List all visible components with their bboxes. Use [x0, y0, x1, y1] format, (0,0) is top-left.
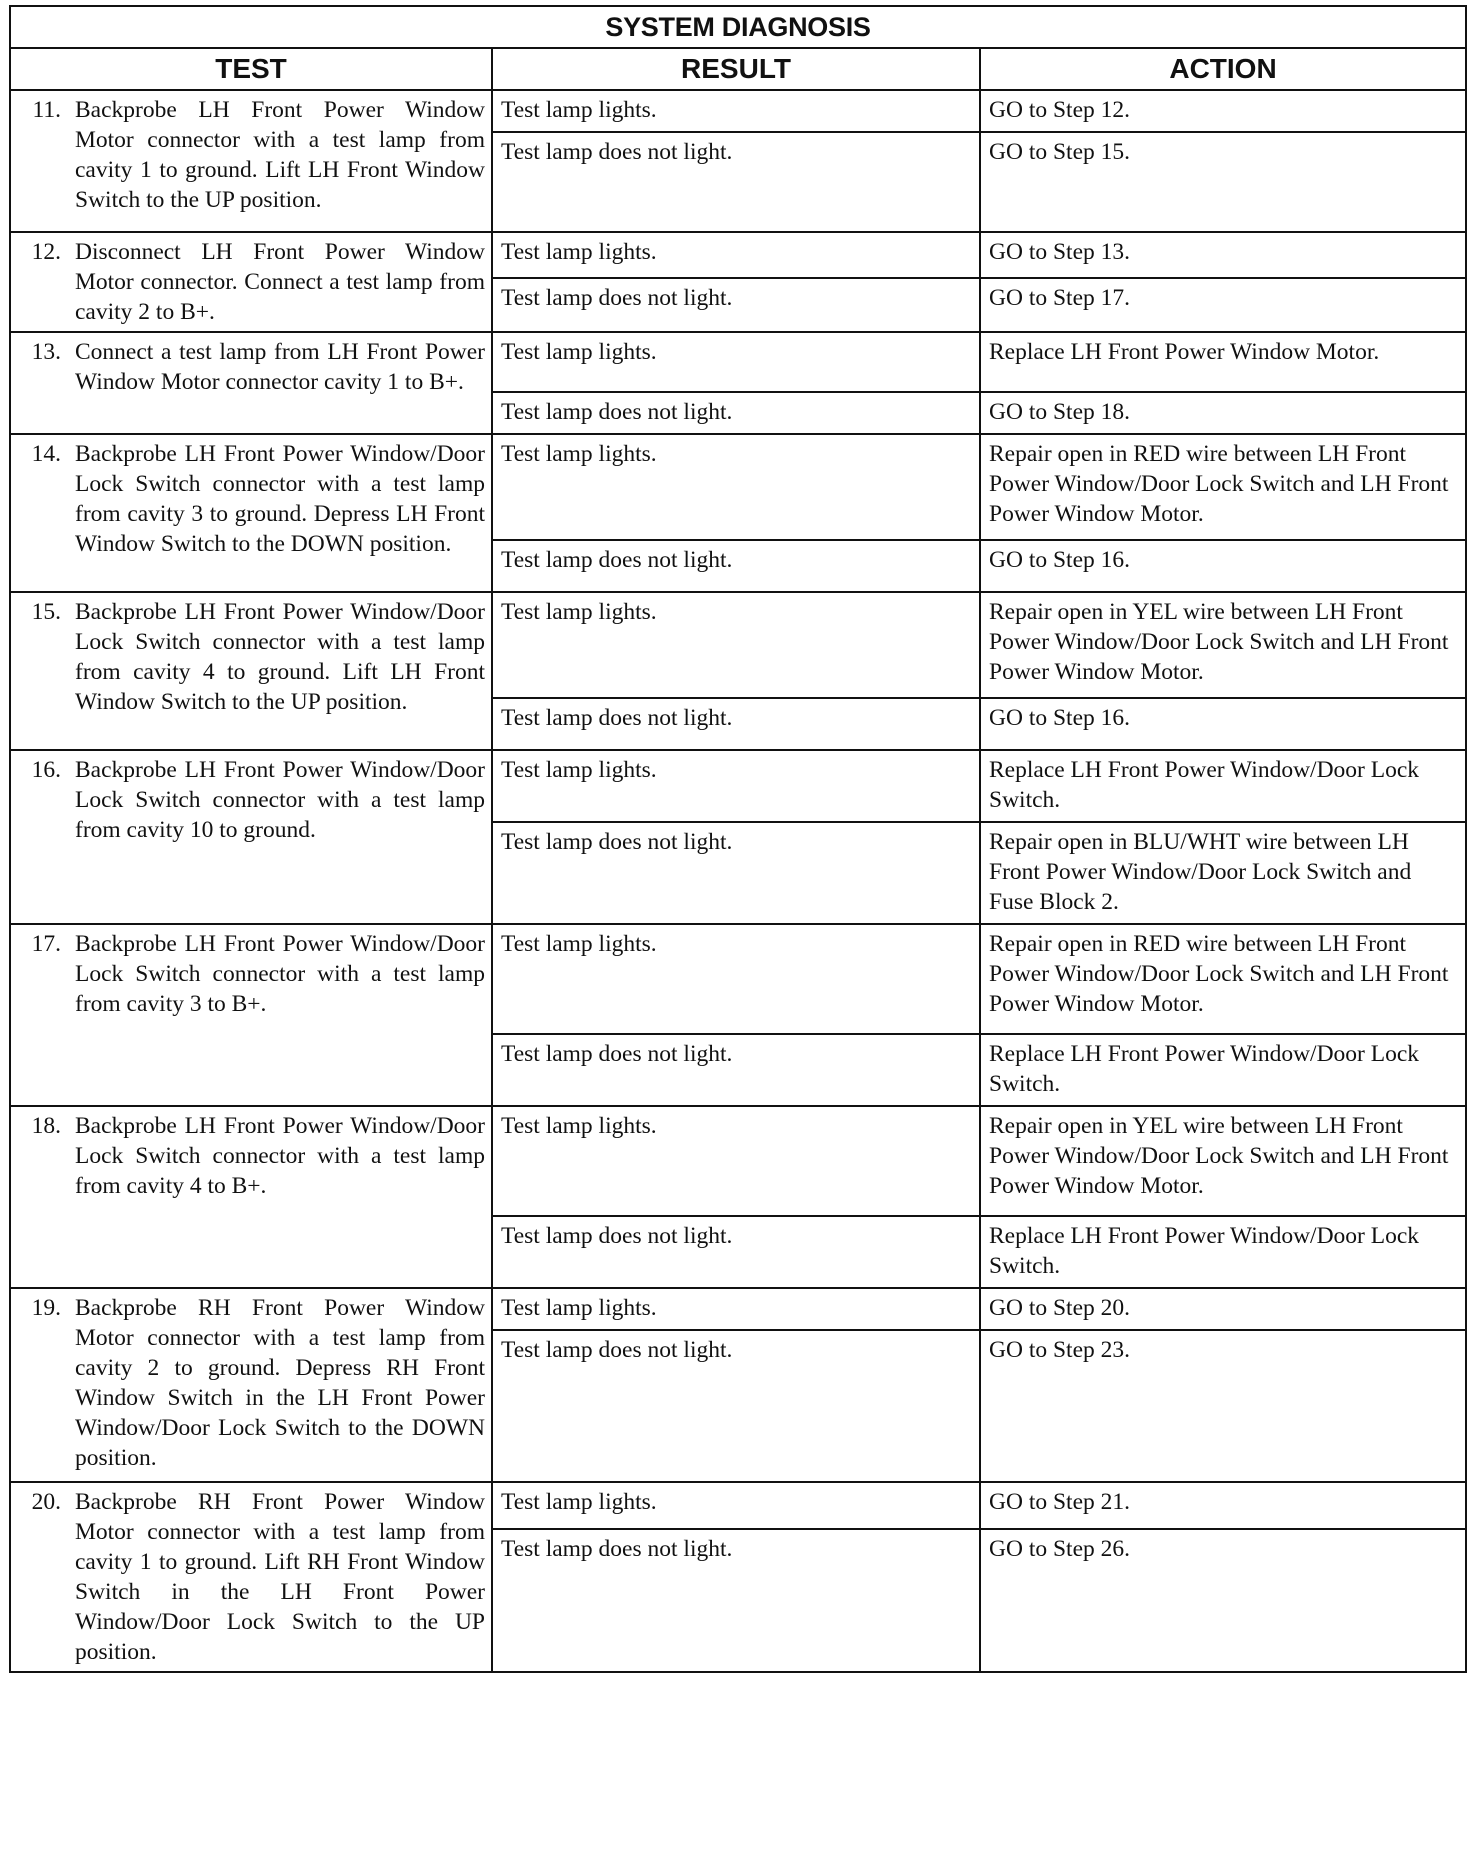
step-number: 20. — [31, 1489, 61, 1515]
action-cell: Repair open in RED wire between LH Front Power Window/Door Lock Switch and LH Front Power Window Motor. — [980, 434, 1466, 540]
result-cell: Test lamp lights. — [492, 750, 980, 822]
action-cell: GO to Step 20. — [980, 1288, 1466, 1330]
step-number: 11. — [32, 97, 61, 123]
test-cell — [10, 924, 492, 1106]
test-text: Backprobe RH Front Power Window Motor connector with a test lamp from cavity 2 to ground. Depress RH Front Window Switch in the LH Front Power Window/Door Lock Switch to the DOWN position. — [75, 1295, 485, 1471]
result-cell: Test lamp does not light. — [492, 1034, 980, 1106]
test-cell — [10, 232, 492, 332]
test-text: Backprobe LH Front Power Window/Door Lock Switch connector with a test lamp from cavity 10 to ground. — [75, 757, 485, 843]
result-cell: Test lamp does not light. — [492, 132, 980, 232]
test-cell — [10, 592, 492, 750]
test-text: Backprobe LH Front Power Window/Door Lock Switch connector with a test lamp from cavity 3 to B+. — [75, 931, 485, 1017]
system-diagnosis-table — [9, 5, 1467, 1673]
result-cell: Test lamp lights. — [492, 1482, 980, 1529]
diagnosis-sheet — [9, 5, 1465, 1673]
action-cell: GO to Step 21. — [980, 1482, 1466, 1529]
table-row — [10, 1106, 1466, 1216]
table-row — [10, 232, 1466, 278]
table-row — [10, 434, 1466, 540]
result-cell: Test lamp does not light. — [492, 392, 980, 434]
action-cell: GO to Step 13. — [980, 232, 1466, 278]
test-cell — [10, 434, 492, 592]
action-cell: GO to Step 26. — [980, 1529, 1466, 1672]
test-text: Backprobe LH Front Power Window/Door Lock Switch connector with a test lamp from cavity 4 to ground. Lift LH Front Window Switch to the UP position. — [75, 599, 485, 715]
column-header-action: ACTION — [980, 48, 1466, 90]
result-cell: Test lamp does not light. — [492, 1216, 980, 1288]
step-number: 15. — [31, 599, 61, 625]
result-cell: Test lamp lights. — [492, 592, 980, 698]
result-cell: Test lamp lights. — [492, 924, 980, 1034]
step-number: 16. — [31, 757, 61, 783]
step-number: 18. — [31, 1113, 61, 1139]
step-number: 14. — [31, 441, 61, 467]
table-row — [10, 924, 1466, 1034]
action-cell: GO to Step 17. — [980, 278, 1466, 332]
result-cell: Test lamp does not light. — [492, 822, 980, 924]
title-row — [10, 6, 1466, 48]
test-cell — [10, 1482, 492, 1672]
test-text: Disconnect LH Front Power Window Motor connector. Connect a test lamp from cavity 2 to B+. — [75, 239, 485, 325]
test-text: Backprobe LH Front Power Window/Door Lock Switch connector with a test lamp from cavity 3 to ground. Depress LH Front Window Switch to the DOWN position. — [75, 441, 485, 557]
action-cell: Replace LH Front Power Window/Door Lock Switch. — [980, 1216, 1466, 1288]
step-number: 13. — [31, 339, 61, 365]
test-text: Backprobe LH Front Power Window Motor connector with a test lamp from cavity 1 to ground. Lift LH Front Window Switch to the UP position. — [75, 97, 485, 213]
result-cell: Test lamp does not light. — [492, 1529, 980, 1672]
table-body — [10, 90, 1466, 1672]
column-header-result: RESULT — [492, 48, 980, 90]
step-number: 19. — [31, 1295, 61, 1321]
action-cell: GO to Step 23. — [980, 1330, 1466, 1482]
test-cell — [10, 1288, 492, 1482]
result-cell: Test lamp lights. — [492, 90, 980, 132]
test-cell — [10, 1106, 492, 1288]
action-cell: Repair open in YEL wire between LH Front Power Window/Door Lock Switch and LH Front Power Window Motor. — [980, 1106, 1466, 1216]
result-cell: Test lamp lights. — [492, 1288, 980, 1330]
table-title: SYSTEM DIAGNOSIS — [10, 6, 1466, 48]
action-cell: GO to Step 16. — [980, 540, 1466, 592]
action-cell: Replace LH Front Power Window/Door Lock Switch. — [980, 750, 1466, 822]
action-cell: GO to Step 12. — [980, 90, 1466, 132]
action-cell: Repair open in BLU/WHT wire between LH Front Power Window/Door Lock Switch and Fuse Block 2. — [980, 822, 1466, 924]
test-cell — [10, 750, 492, 924]
action-cell: GO to Step 16. — [980, 698, 1466, 750]
step-number: 12. — [31, 239, 61, 265]
result-cell: Test lamp lights. — [492, 332, 980, 392]
test-cell — [10, 332, 492, 434]
action-cell: GO to Step 15. — [980, 132, 1466, 232]
action-cell: Repair open in YEL wire between LH Front Power Window/Door Lock Switch and LH Front Power Window Motor. — [980, 592, 1466, 698]
result-cell: Test lamp does not light. — [492, 278, 980, 332]
action-cell: Replace LH Front Power Window Motor. — [980, 332, 1466, 392]
header-row — [10, 48, 1466, 90]
result-cell: Test lamp does not light. — [492, 540, 980, 592]
action-cell: GO to Step 18. — [980, 392, 1466, 434]
test-text: Backprobe RH Front Power Window Motor connector with a test lamp from cavity 1 to ground. Lift RH Front Window Switch in the LH Front Power Window/Door Lock Switch to the UP position. — [75, 1489, 485, 1665]
test-cell — [10, 90, 492, 232]
test-text: Connect a test lamp from LH Front Power Window Motor connector cavity 1 to B+. — [75, 339, 485, 395]
test-text: Backprobe LH Front Power Window/Door Lock Switch connector with a test lamp from cavity 4 to B+. — [75, 1113, 485, 1199]
result-cell: Test lamp lights. — [492, 434, 980, 540]
action-cell: Replace LH Front Power Window/Door Lock Switch. — [980, 1034, 1466, 1106]
table-row — [10, 1288, 1466, 1330]
table-row — [10, 332, 1466, 392]
result-cell: Test lamp lights. — [492, 1106, 980, 1216]
table-row — [10, 592, 1466, 698]
table-row — [10, 90, 1466, 132]
result-cell: Test lamp does not light. — [492, 698, 980, 750]
result-cell: Test lamp does not light. — [492, 1330, 980, 1482]
column-header-test: TEST — [10, 48, 492, 90]
step-number: 17. — [31, 931, 61, 957]
table-row — [10, 750, 1466, 822]
table-row — [10, 1482, 1466, 1529]
action-cell: Repair open in RED wire between LH Front Power Window/Door Lock Switch and LH Front Power Window Motor. — [980, 924, 1466, 1034]
result-cell: Test lamp lights. — [492, 232, 980, 278]
